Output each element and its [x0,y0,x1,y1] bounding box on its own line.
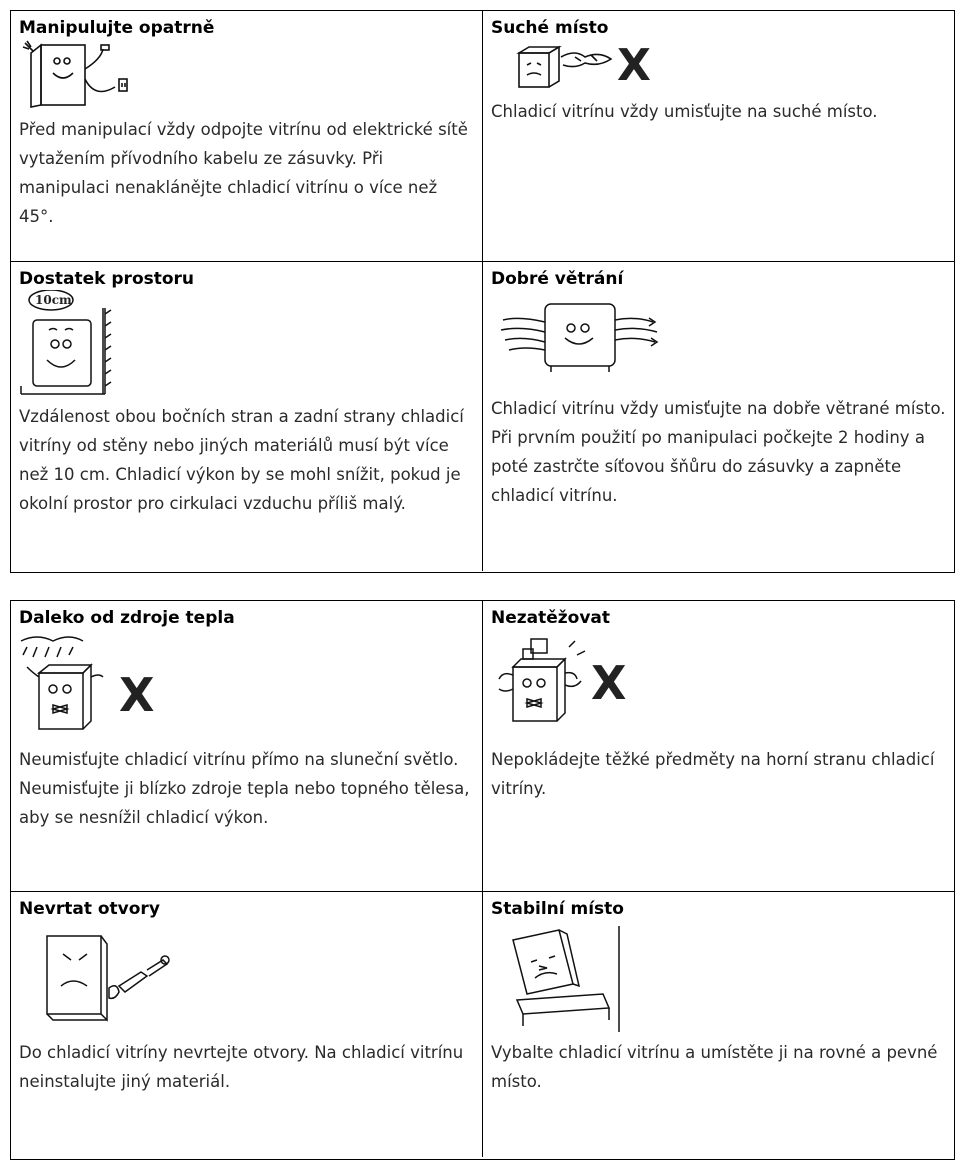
stable-place-icon [499,922,629,1034]
table-row [11,891,954,1157]
cell-description: Před manipulací vždy odpojte vitrínu od elektrické sítě vytažením přívodního kabelu ze zásuvky. Při manipulaci nenaklánějte chladicí vitrínu o více než 45°. [19,120,468,226]
no-load-icon [495,633,591,733]
cell-description: Neumisťujte chladicí vitrínu přímo na sluneční světlo. Neumisťujte ji blízko zdroje tepla nebo topného tělesa, aby se nesnížil chladicí výkon. [19,750,470,827]
cell-no-load [483,601,954,891]
cell-title: Daleko od zdroje tepla [19,608,235,628]
unplug-cabinet-icon [19,39,149,109]
cell-title: Dostatek prostoru [19,269,195,289]
cell-description: Vzdálenost obou bočních stran a zadní strany chladicí vitríny od stěny nebo jiných materiálů musí být více než 10 cm. Chladicí výkon by se mohl snížit, pokud je okolní prostor pro cirkulaci vzduchu příliš malý. [19,407,464,513]
cell-enough-space [11,262,483,571]
cell-stable-place [483,892,954,1157]
cell-title: Manipulujte opatrně [19,18,215,38]
cell-description: Do chladicí vitríny nevrtejte otvory. Na chladicí vitrínu neinstalujte jiný materiál. [19,1043,464,1091]
no-drilling-icon [33,930,193,1030]
ventilation-icon [499,290,659,378]
instructions-table-2 [10,600,955,1160]
table-row [11,261,954,571]
prohibited-mark: X [119,668,155,722]
instructions-table-1 [10,10,955,573]
cell-title: Nevrtat otvory [19,899,160,919]
clearance-label: 10cm [35,293,72,307]
table-row [11,601,954,891]
cell-description: Nepokládejte těžké předměty na horní stranu chladicí vitríny. [491,750,935,798]
cell-title: Nezatěžovat [491,608,611,628]
cell-no-drilling [11,892,483,1157]
cell-title: Dobré větrání [491,269,624,289]
prohibited-mark: X [617,40,651,91]
cell-description: Vybalte chladicí vitrínu a umístěte ji na rovné a pevné místo. [491,1043,938,1091]
prohibited-mark: X [591,656,627,710]
cell-dry-place [483,11,954,261]
cell-good-ventilation [483,262,954,571]
cell-description: Chladicí vitrínu vždy umisťujte na suché místo. [491,102,878,121]
table-row [11,11,954,261]
cell-handle-carefully [11,11,483,261]
cell-away-from-heat [11,601,483,891]
heat-source-icon [19,633,119,737]
cell-description: Chladicí vitrínu vždy umisťujte na dobře větrané místo. Při prvním použití po manipulaci počkejte 2 hodiny a poté zastrčte síťovou šňůru do zásuvky a zapněte chladicí vitrínu. [491,399,946,505]
cell-title: Suché místo [491,18,609,38]
cell-title: Stabilní místo [491,899,624,919]
